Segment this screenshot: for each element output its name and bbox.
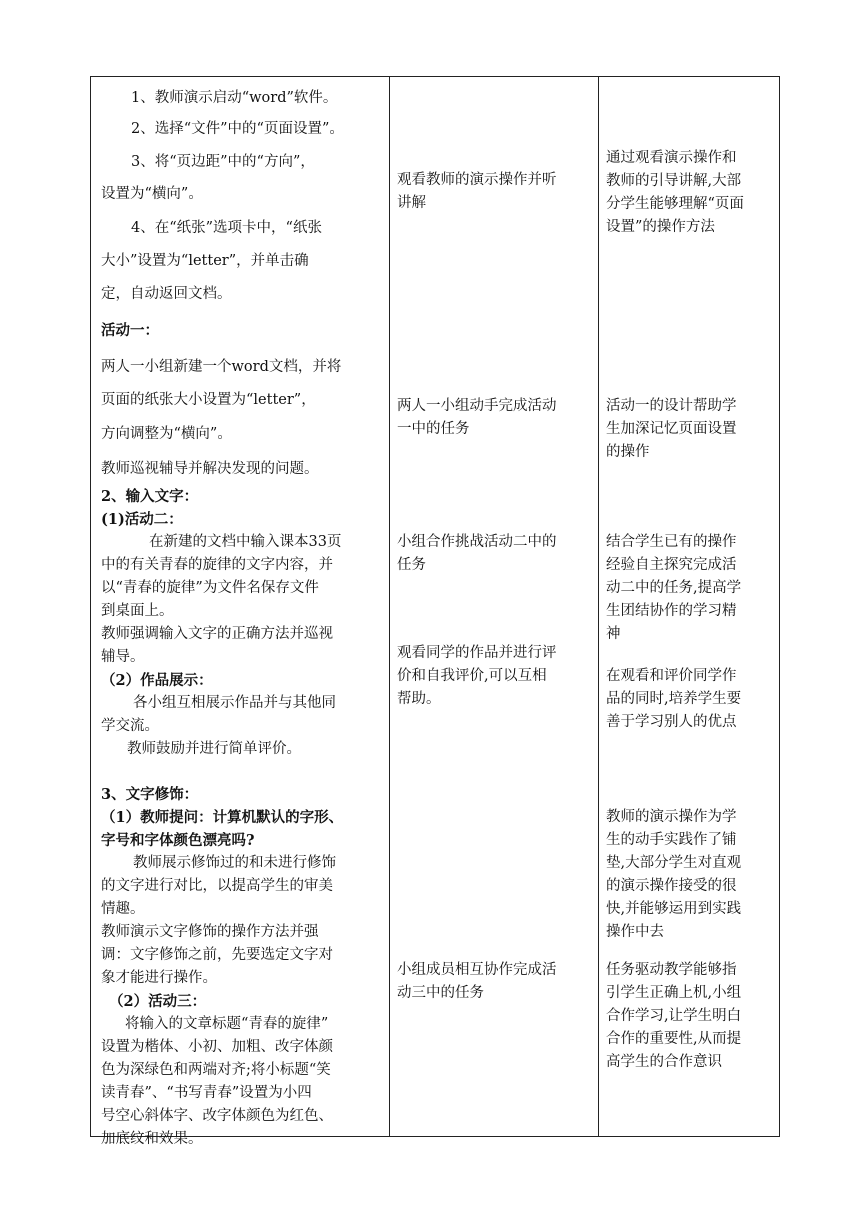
col1-text-line: 以“青春的旋律”为文件名保存文件 <box>101 580 319 596</box>
col3-text-line: 神 <box>606 626 621 642</box>
col3-text-line: 分学生能够理解“页面 <box>606 196 744 212</box>
col1-text-line: 象才能进行操作。 <box>101 970 217 986</box>
col3-text-line: 经验自主探究完成活 <box>606 557 737 573</box>
col1-text-line: 2、输入文字： <box>101 488 199 505</box>
col1-text-line: 4、在“纸张”选项卡中，“纸张 <box>131 220 322 236</box>
col1-text-line: 中的有关青春的旋律的文字内容，并 <box>101 557 333 573</box>
col3-text-line: 品的同时,培养学生要 <box>606 691 742 707</box>
col3-text-line: 教师的引导讲解,大部 <box>606 173 742 189</box>
col3-text-line: 合作的重要性,从而提 <box>606 1031 742 1047</box>
lesson-plan-table <box>90 76 780 1147</box>
col3-text-line: 任务驱动教学能够指 <box>606 962 737 978</box>
design-intent-column <box>598 77 781 1136</box>
col1-text-line: 3、将“页边距”中的“方向”， <box>131 154 315 170</box>
col3-text-line: 活动一的设计帮助学 <box>606 398 737 414</box>
student-activity-column <box>389 77 598 1136</box>
teacher-activity-column <box>91 77 389 1147</box>
col1-text-line: 在新建的文档中输入课本33页 <box>149 534 342 550</box>
col3-text-line: 引学生正确上机,小组 <box>606 985 742 1001</box>
col2-text-line: 讲解 <box>397 195 426 211</box>
col2-text-line: 小组合作挑战活动二中的 <box>397 534 557 550</box>
col1-text-line: 调：文字修饰之前，先要选定文字对 <box>101 947 333 963</box>
col3-text-line: 生加深记忆页面设置 <box>606 421 737 437</box>
col1-text-line: 辅导。 <box>101 649 145 665</box>
col1-text-line: 号空心斜体字、改字体颜色为红色、 <box>101 1108 333 1124</box>
col1-text-line: 大小”设置为“letter”，并单击确 <box>101 253 309 269</box>
col1-text-line: 学交流。 <box>101 718 159 734</box>
col2-text-line: 小组成员相互协作完成活 <box>397 962 557 978</box>
col3-text-line: 善于学习别人的优点 <box>606 714 737 730</box>
col2-text-line: 帮助。 <box>397 691 441 707</box>
col1-text-line: 教师演示文字修饰的操作方法并强 <box>101 924 319 940</box>
col3-text-line: 操作中去 <box>606 924 664 940</box>
col1-text-line: （2）作品展示： <box>101 672 213 689</box>
col2-text-line: 一中的任务 <box>397 421 470 437</box>
col2-text-line: 两人一小组动手完成活动 <box>397 398 557 414</box>
col1-text-line: 字号和字体颜色漂亮吗? <box>101 832 255 849</box>
col1-text-line: 色为深绿色和两端对齐;将小标题“笑 <box>101 1062 331 1078</box>
col1-text-line: 将输入的文章标题“青春的旋律” <box>125 1016 329 1032</box>
col3-text-line: 结合学生已有的操作 <box>606 534 737 550</box>
col2-text-line: 价和自我评价,可以互相 <box>397 668 547 684</box>
col3-text-line: 快,并能够运用到实践 <box>606 901 742 917</box>
col1-text-line: 设置为“横向”。 <box>101 186 203 202</box>
col1-text-line: 到桌面上。 <box>101 603 174 619</box>
col3-text-line: 设置”的操作方法 <box>606 219 715 235</box>
col3-text-line: 教师的演示操作为学 <box>606 809 737 825</box>
col1-text-line: 的文字进行对比，以提高学生的审美 <box>101 878 333 894</box>
col1-text-line: 两人一小组新建一个word文档，并将 <box>101 359 342 375</box>
col2-text-line: 观看同学的作品并进行评 <box>397 645 557 661</box>
col3-text-line: 生团结协作的学习精 <box>606 603 737 619</box>
col1-text-line: 教师强调输入文字的正确方法并巡视 <box>101 626 333 642</box>
col1-text-line: 定，自动返回文档。 <box>101 286 232 302</box>
col2-text-line: 动三中的任务 <box>397 985 484 1001</box>
col3-text-line: 生的动手实践作了铺 <box>606 832 737 848</box>
col1-text-line: （2）活动三： <box>109 993 207 1010</box>
col1-text-line: 活动一： <box>101 322 159 339</box>
col1-text-line: 2、选择“文件”中的“页面设置”。 <box>131 121 344 137</box>
col1-text-line: 各小组互相展示作品并与其他同 <box>133 695 336 711</box>
col1-text-line: （1）教师提问：计算机默认的字形、 <box>101 809 344 826</box>
col3-text-line: 通过观看演示操作和 <box>606 150 737 166</box>
col1-text-line: 情趣。 <box>101 901 145 917</box>
col1-text-line: (1)活动二： <box>101 511 183 528</box>
col1-text-line: 1、教师演示启动“word”软件。 <box>131 90 338 106</box>
col3-text-line: 垫,大部分学生对直观 <box>606 855 742 871</box>
col3-text-line: 的演示操作接受的很 <box>606 878 737 894</box>
col1-text-line: 3、文字修饰： <box>101 786 199 803</box>
col1-text-line: 页面的纸张大小设置为“letter”， <box>101 392 316 408</box>
col1-text-line: 教师巡视辅导并解决发现的问题。 <box>101 461 319 477</box>
col3-text-line: 在观看和评价同学作 <box>606 668 737 684</box>
col3-text-line: 高学生的合作意识 <box>606 1054 722 1070</box>
col1-text-line: 教师鼓励并进行简单评价。 <box>127 741 301 757</box>
col2-text-line: 任务 <box>397 557 426 573</box>
col1-text-line: 教师展示修饰过的和未进行修饰 <box>133 855 336 871</box>
col1-text-line: 加底纹和效果。 <box>101 1131 203 1147</box>
col3-text-line: 合作学习,让学生明白 <box>606 1008 742 1024</box>
col1-text-line: 设置为楷体、小初、加粗、改字体颜 <box>101 1039 333 1055</box>
col1-text-line: 方向调整为“横向”。 <box>101 426 232 442</box>
col1-text-line: 读青春”、“书写青春”设置为小四 <box>101 1085 312 1101</box>
col2-text-line: 观看教师的演示操作并听 <box>397 172 557 188</box>
col3-text-line: 动二中的任务,提高学 <box>606 580 742 596</box>
col3-text-line: 的操作 <box>606 444 650 460</box>
